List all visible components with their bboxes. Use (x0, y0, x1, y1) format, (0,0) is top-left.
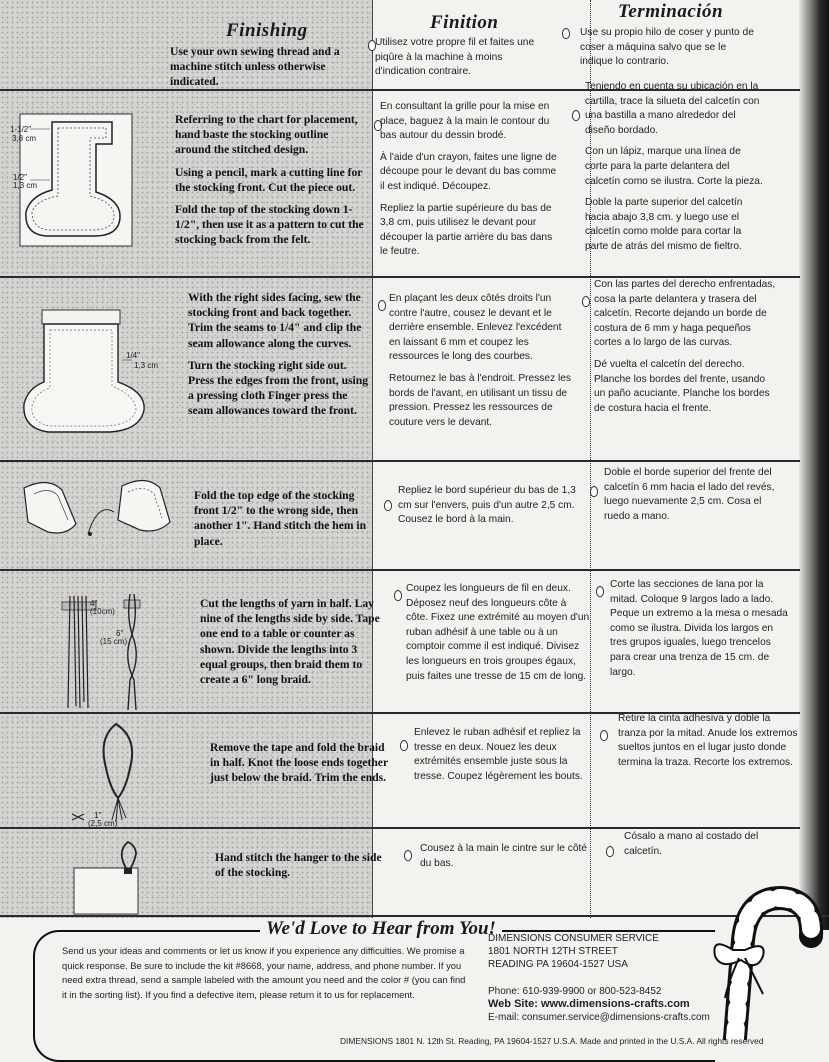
en-step-6 (210, 740, 390, 793)
fr-step-4 (398, 484, 578, 535)
en-step-7 (215, 850, 390, 887)
hanger-attach-illustration (70, 838, 150, 923)
service-address-1: 1801 NORTH 12TH STREET (488, 946, 618, 957)
dim-label: (10cm) (90, 607, 115, 616)
service-email-link[interactable]: E-mail: consumer.service@dimensions-crafts.com (488, 1012, 710, 1023)
en-step-1 (170, 44, 360, 97)
es-step-1-text: Use su propio hilo de coser y punto de coser a máquina salvo que se le indique lo contrario. (580, 27, 754, 68)
fr-step-7-text: Cousez à la main le cintre sur le côté du bas. (420, 843, 588, 869)
fr-step-7 (420, 842, 590, 878)
header-finishing: Finishing (226, 20, 308, 41)
en-step-2 (175, 112, 365, 255)
es-step-7 (624, 830, 794, 866)
dim-label: 1" (94, 811, 102, 820)
yarn-braid-illustration (50, 590, 160, 720)
hem-fold-illustration (18, 472, 178, 567)
en-step-1-text: Use your own sewing thread and a machine stitch unless otherwise indicated. (170, 45, 340, 89)
es-step-6 (618, 712, 798, 777)
candy-cane-icon (705, 880, 825, 1045)
es-step-2-text-a: Teniendo en cuenta su ubicación en la cartilla, trace la silueta del calcetín con una bastilla a mano alrededor del diseño bordado. (585, 81, 760, 136)
en-step-2-text-a: Referring to the chart for placement, hand baste the stocking outline around the stitched design. (175, 113, 358, 157)
en-step-7-text: Hand stitch the hanger to the side of the stocking. (215, 851, 382, 880)
dim-label: 6" (116, 629, 124, 638)
es-step-3 (594, 278, 779, 423)
header-terminacion: Terminación (618, 1, 724, 22)
sewn-stocking-illustration (14, 300, 174, 450)
dim-label: 1,3 cm (134, 361, 159, 370)
es-step-2-text-c: Doble la parte superior del calcetín hacia abajo 3,8 cm. y luego use el calcetín como molde para cortar la parte de atrás del mismo de fieltro. (585, 197, 743, 252)
dim-label: 1/4" (126, 351, 140, 360)
light-bulb-icon (400, 740, 408, 751)
consumer-service-info (488, 932, 728, 1024)
fr-step-1 (375, 36, 555, 87)
dim-label: 4" (90, 599, 98, 608)
service-phone: Phone: 610-939-9900 or 800-523-8452 (488, 986, 662, 997)
light-bulb-icon (394, 590, 402, 601)
dim-label: 3,8 cm (12, 134, 37, 143)
light-bulb-icon (596, 586, 604, 597)
en-step-2-text-c: Fold the top of the stocking down 1-1/2", then use it as a pattern to cut the stocking back from the felt. (175, 203, 364, 247)
service-website-link[interactable]: Web Site: www.dimensions-crafts.com (488, 998, 690, 1010)
en-step-3-text-b: Turn the stocking right side out. Press the edges from the front, using a pressing cloth Finger press the seam allowances toward the front. (188, 358, 369, 418)
light-bulb-icon (590, 486, 598, 497)
fr-step-5-text: Coupez les longueurs de fil en deux. Déposez neuf des longueurs côte à côte. Fixez une extrémité au moyen d'un ruban adhésif à une table ou à un comptoir comme il est indiqué. Divisez les longueurs en trois groupes égaux, puis faites une tresse de 15 cm de long. (406, 583, 590, 682)
light-bulb-icon (378, 300, 386, 311)
dim-label: 1-1/2" (10, 125, 32, 134)
fr-step-4-text: Repliez le bord supérieur du bas de 1,3 cm sur l'envers, puis d'un autre 2,5 cm. Cousez le bord à la main. (398, 485, 576, 526)
contact-body: Send us your ideas and comments or let us know if you experience any difficulties. We promise a quick response. Be sure to include the kit #8668, your name, address, and phone number. If you need extra thread, send a sample labeled with the amount you need and the color # (you can find it in the sorting list). If you find a defective item, please return it to us for replacement. (62, 945, 466, 1000)
fr-step-2-text-a: En consultant la grille pour la mise en place, baguez à la main le contour du bas autour du dessin brodé. (380, 101, 550, 142)
light-bulb-icon (384, 500, 392, 511)
fr-step-5 (406, 582, 591, 691)
light-bulb-icon (582, 296, 590, 307)
dim-label: 1,3 cm (13, 181, 38, 190)
en-step-2-text-b: Using a pencil, mark a cutting line for the stocking front. Cut the piece out. (175, 165, 363, 194)
es-step-4-text: Doble el borde superior del frente del calcetín 6 mm hacia el lado del revés, luego nuevamente 2,5 cm. Cosa el ruedo a mano. (604, 467, 775, 522)
light-bulb-icon (562, 28, 570, 39)
dim-label: (15 cm) (100, 637, 128, 646)
contact-title: We'd Love to Hear from You! (260, 918, 502, 940)
row-divider-3 (0, 460, 800, 462)
fr-step-3 (389, 292, 574, 437)
es-step-7-text: Cósalo a mano al costado del calcetín. (624, 831, 759, 857)
fr-step-2-text-c: Repliez la partie supérieure du bas de 3,8 cm, puis utilisez le devant pour découper la partie arrière du bas dans le feutre. (380, 202, 553, 258)
es-step-4 (604, 466, 784, 531)
fr-step-3-text-b: Retournez le bas à l'endroit. Pressez les bords de l'avant, en utilisant un tissu de pression. Pressez les ressources de couture vers le devant. (389, 372, 572, 428)
es-step-5 (610, 578, 790, 687)
light-bulb-icon (600, 730, 608, 741)
es-step-3-text-b: Dé vuelta el calcetín del derecho. Planche los bordes del frente, usando un paño acuciante. Planche los bordes de costura hacia el frente. (594, 358, 770, 414)
en-step-5 (200, 596, 385, 694)
fr-step-2 (380, 100, 560, 267)
row-divider-4 (0, 569, 800, 571)
light-bulb-icon (572, 110, 580, 121)
en-step-6-text: Remove the tape and fold the braid in half. Knot the loose ends together just below the braid. Trim the ends. (210, 741, 388, 785)
light-bulb-icon (404, 850, 412, 861)
es-step-5-text: Corte las secciones de lana por la mitad. Coloque 9 largos lado a lado. Peque un extremo a la mesa o mesada como se ilustra. Divida los largos en tres grupos iguales, luego trencelos para crear una trenza de 15 cm. de largo. (610, 579, 788, 678)
stocking-outline-illustration (10, 104, 140, 259)
fr-step-2-text-b: À l'aide d'un crayon, faites une ligne de découpe pour le devant du bas comme il est indiqué. Découpez. (380, 151, 557, 192)
page-edge-shadow (799, 0, 829, 930)
en-step-3-text-a: With the right sides facing, sew the stocking front and back together. Trim the seams to 1/4" and clip the seam allowance along the curves. (188, 291, 362, 350)
en-step-4 (194, 488, 369, 556)
es-step-6-text: Retire la cinta adhesiva y doble la tranza por la mitad. Anude los extremos sueltos juntos en el lugar justo donde termina la traza. Recorte los extremos. (618, 713, 798, 768)
fr-step-6 (414, 726, 599, 791)
es-step-2-text-b: Con un lápiz, marque una línea de corte para la parte delantera del calcetín como se ilustra. Corte la pieza. (585, 146, 763, 187)
header-finition: Finition (430, 12, 499, 33)
service-name: DIMENSIONS CONSUMER SERVICE (488, 933, 659, 944)
es-step-1 (580, 26, 760, 77)
light-bulb-icon (606, 846, 614, 857)
en-step-5-text: Cut the lengths of yarn in half. Lay nine of the lengths side by side. Tape one end to a table or counter as shown. Divide the lengths into 3 equal groups, then braid them to create a 6" long braid. (200, 597, 380, 687)
page-footer: DIMENSIONS 1801 N. 12th St. Reading, PA 19604-1527 U.S.A. Made and printed in the U.S.A. All rights reserved (340, 1036, 764, 1046)
fr-step-3-text-a: En plaçant les deux côtés droits l'un contre l'autre, cousez le devant et le derrière ensemble. Enlevez l'excédent en laissant 6 mm et coupez les ressources le long des courbes. (389, 293, 562, 363)
fr-step-6-text: Enlevez le ruban adhésif et repliez la tresse en deux. Nouez les deux extrémités ensemble juste sous la tresse. Coupez légèrement les bouts. (414, 727, 583, 782)
es-step-2 (585, 80, 765, 262)
dim-label: 1/2" (13, 173, 27, 182)
dim-label: (2,5 cm) (88, 819, 118, 828)
service-address-2: READING PA 19604-1527 USA (488, 959, 628, 970)
fr-step-1-text: Utilisez votre propre fil et faites une piqûre à la machine à moins d'indication contraire. (375, 37, 535, 78)
braid-loop-illustration (68, 718, 158, 833)
es-step-3-text-a: Con las partes del derecho enfrentadas, cosa la parte delantera y trasera del calcetín. Recorte dejando un borde de costura de 6 mm y haga pequeños cortes a lo largo de las curvas. (594, 279, 776, 349)
en-step-4-text: Fold the top edge of the stocking front 1/2" to the wrong side, then another 1". Hand stitch the hem in place. (194, 489, 367, 548)
en-step-3 (188, 290, 368, 426)
